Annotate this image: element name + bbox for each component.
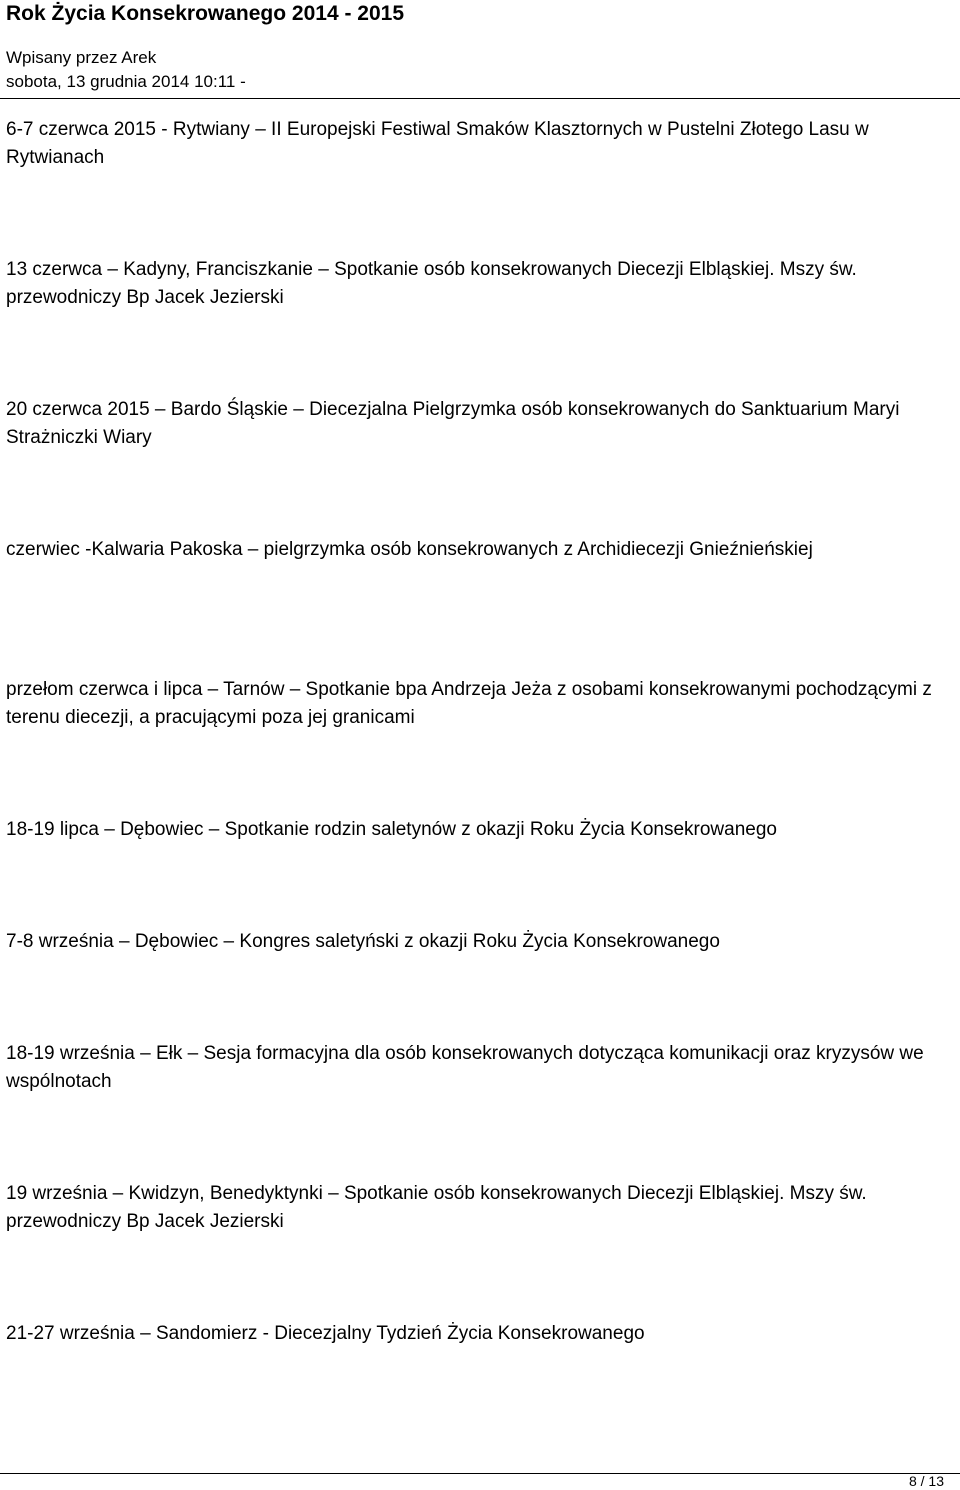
event-item: 13 czerwca – Kadyny, Franciszkanie – Spotkanie osób konsekrowanych Diecezji Elbląskiej. Mszy św. przewodniczy Bp Jacek Jezierski bbox=[6, 259, 857, 308]
author-line: Wpisany przez Arek bbox=[6, 48, 157, 67]
document-title: Rok Życia Konsekrowanego 2014 - 2015 bbox=[6, 2, 405, 25]
event-item: 19 września – Kwidzyn, Benedyktynki – Spotkanie osób konsekrowanych Diecezji Elbląskiej. Mszy św. przewodniczy Bp Jacek Jezierski bbox=[6, 1183, 867, 1232]
event-item: 18-19 września – Ełk – Sesja formacyjna dla osób konsekrowanych dotycząca komunikacji oraz kryzysów we wspólnotach bbox=[6, 1043, 924, 1092]
date-line: sobota, 13 grudnia 2014 10:11 - bbox=[6, 72, 246, 91]
page-number: 8 / 13 bbox=[908, 1473, 944, 1489]
footer-divider bbox=[0, 1473, 960, 1474]
event-item: 20 czerwca 2015 – Bardo Śląskie – Diecezjalna Pielgrzymka osób konsekrowanych do Sanktuarium Maryi Strażniczki Wiary bbox=[6, 399, 900, 448]
event-item: 7-8 września – Dębowiec – Kongres saletyński z okazji Roku Życia Konsekrowanego bbox=[6, 931, 720, 952]
event-item: przełom czerwca i lipca – Tarnów – Spotkanie bpa Andrzeja Jeża z osobami konsekrowanymi pochodzącymi z terenu diecezji, a pracującymi poza jej granicami bbox=[6, 679, 932, 728]
event-item: 6-7 czerwca 2015 - Rytwiany – II Europejski Festiwal Smaków Klasztornych w Pustelni Złotego Lasu w Rytwianach bbox=[6, 119, 869, 168]
event-item: czerwiec -Kalwaria Pakoska – pielgrzymka osób konsekrowanych z Archidiecezji Gnieźnieńskiej bbox=[6, 539, 813, 560]
header-divider bbox=[0, 98, 960, 99]
event-item: 18-19 lipca – Dębowiec – Spotkanie rodzin saletynów z okazji Roku Życia Konsekrowanego bbox=[6, 819, 777, 840]
event-item: 21-27 września – Sandomierz - Diecezjalny Tydzień Życia Konsekrowanego bbox=[6, 1323, 645, 1344]
